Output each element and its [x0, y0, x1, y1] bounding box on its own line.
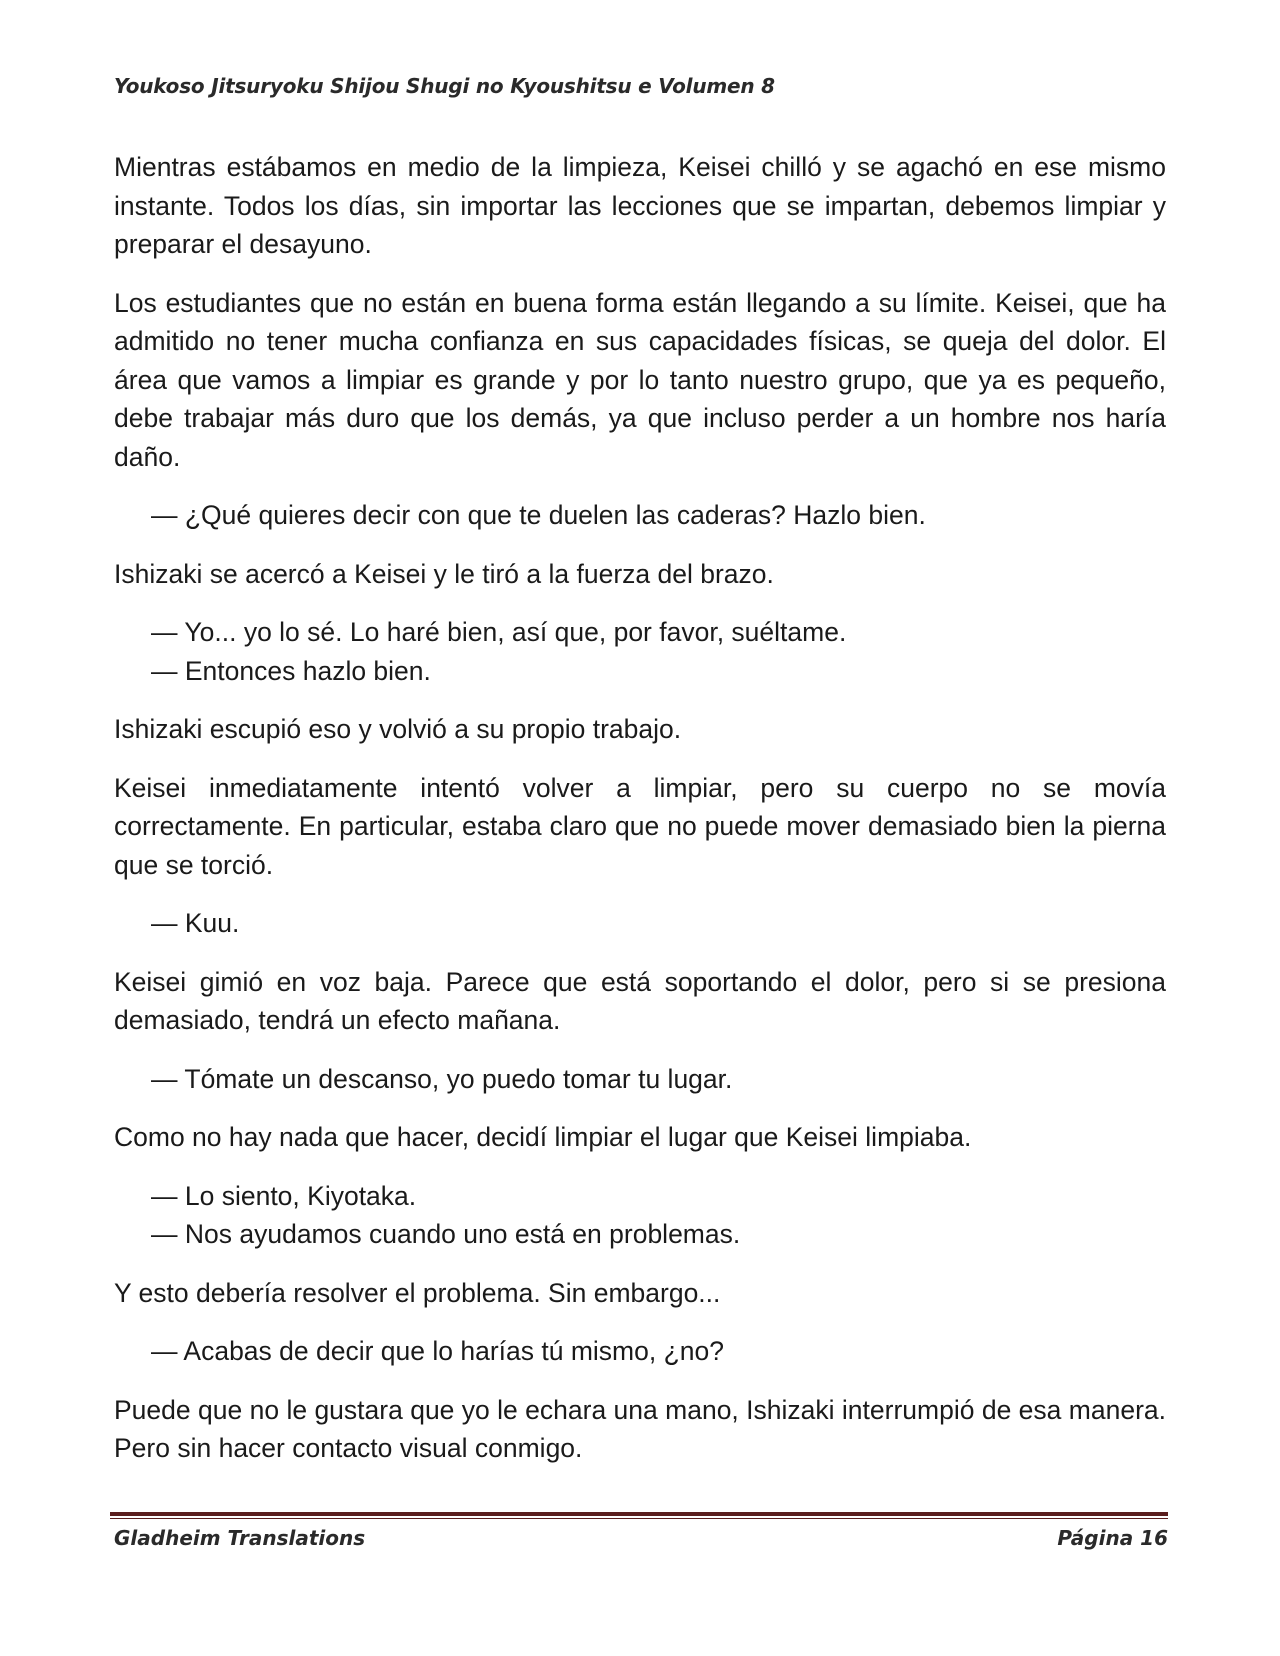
paragraph: Keisei inmediatamente intentó volver a limpiar, pero su cuerpo no se movía correctamente. En particular, estaba claro que no puede mover demasiado bien la pierna que se torció.: [114, 772, 1166, 880]
paragraph: Ishizaki escupió eso y volvió a su propio trabajo.: [114, 714, 682, 744]
footer-divider: [110, 1512, 1168, 1516]
page-number: Página 16: [1057, 1526, 1168, 1550]
dialogue-line: — Nos ayudamos cuando uno está en problemas.: [151, 1219, 741, 1249]
dialogue-line: — Entonces hazlo bien.: [151, 655, 431, 686]
paragraph: Y esto debería resolver el problema. Sin embargo...: [114, 1277, 721, 1308]
paragraph: Los estudiantes que no están en buena forma están llegando a su límite. Keisei, que ha admitido no tener mucha confianza en sus capacidades físicas, se queja del dolor. El área que vamos a limpiar es grande y por lo tanto nuestro grupo, que ya es pequeño, debe trabajar más duro que los demás, ya que incluso perder a un hombre nos haría daño.: [114, 287, 1166, 472]
footer-divider-thin: [110, 1518, 1168, 1519]
dialogue-line: — ¿Qué quieres decir con que te duelen las caderas? Hazlo bien.: [151, 500, 926, 530]
dialogue-line: — Lo siento, Kiyotaka.: [151, 1180, 417, 1211]
dialogue-line: — Yo... yo lo sé. Lo haré bien, así que, por favor, suéltame.: [151, 617, 847, 647]
dialogue-line: — Acabas de decir que lo harías tú mismo, ¿no?: [151, 1336, 724, 1366]
paragraph: Keisei gimió en voz baja. Parece que está soportando el dolor, pero si se presiona demasiado, tendrá un efecto mañana.: [114, 966, 1166, 1035]
footer-publisher: Gladheim Translations: [114, 1526, 366, 1550]
paragraph: Ishizaki se acercó a Keisei y le tiró a la fuerza del brazo.: [114, 558, 774, 589]
page-body: [114, 148, 1166, 1488]
dialogue-line: — Kuu.: [151, 908, 240, 938]
running-header-title: Youkoso Jitsuryoku Shijou Shugi no Kyoushitsu e Volumen 8: [114, 74, 775, 98]
paragraph: Mientras estábamos en medio de la limpieza, Keisei chilló y se agachó en ese mismo instante. Todos los días, sin importar las lecciones que se impartan, debemos limpiar y preparar el desayuno.: [114, 152, 1166, 259]
dialogue-line: — Tómate un descanso, yo puedo tomar tu lugar.: [151, 1063, 733, 1094]
paragraph: Puede que no le gustara que yo le echara una mano, Ishizaki interrumpió de esa manera. Pero sin hacer contacto visual conmigo.: [114, 1394, 1166, 1463]
paragraph: Como no hay nada que hacer, decidí limpiar el lugar que Keisei limpiaba.: [114, 1122, 972, 1152]
